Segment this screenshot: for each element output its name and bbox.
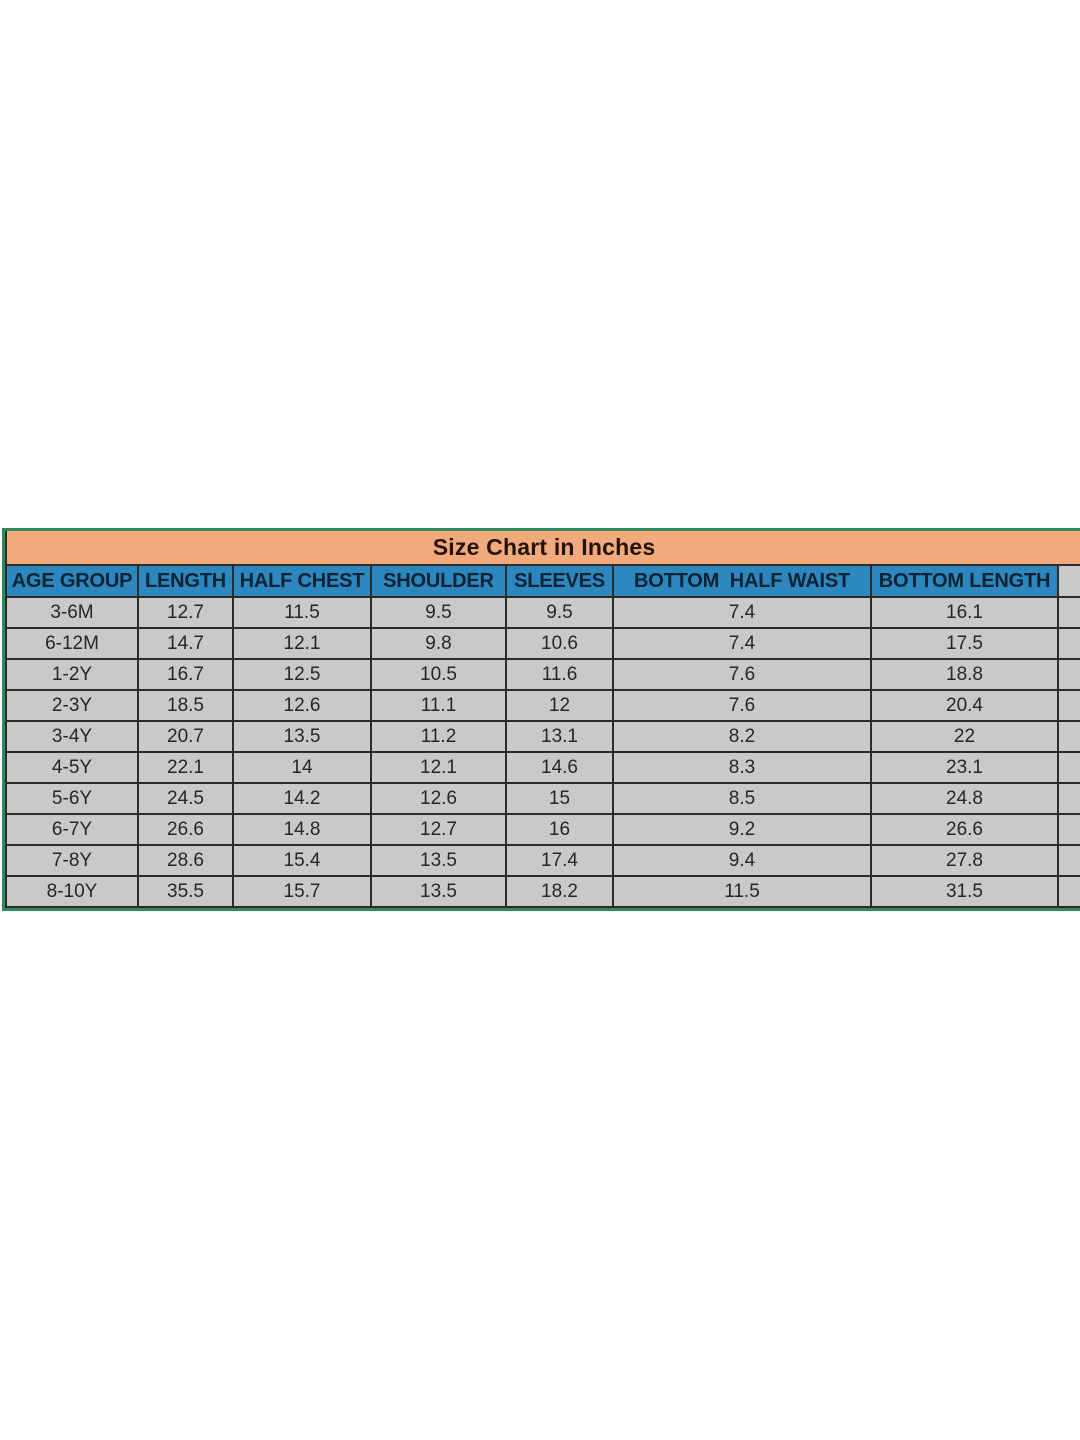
cell-cutoff-empty — [1058, 752, 1080, 783]
cell-cutoff-empty — [1058, 783, 1080, 814]
table-row — [6, 721, 1080, 752]
table-cell: 12.7 — [138, 597, 233, 628]
table-cell: 9.5 — [371, 597, 506, 628]
column-header-half-chest: HALF CHEST — [233, 565, 371, 597]
table-cell: 11.5 — [613, 876, 871, 907]
cell-age-group: 5-6Y — [6, 783, 138, 814]
table-cell: 23.1 — [871, 752, 1058, 783]
table-cell: 15.7 — [233, 876, 371, 907]
table-cell: 10.5 — [371, 659, 506, 690]
table-cell: 18.8 — [871, 659, 1058, 690]
table-row — [6, 752, 1080, 783]
table-cell: 12.6 — [371, 783, 506, 814]
table-cell: 15 — [506, 783, 613, 814]
table-cell: 20.7 — [138, 721, 233, 752]
cell-age-group: 1-2Y — [6, 659, 138, 690]
table-cell: 26.6 — [871, 814, 1058, 845]
table-cell: 11.5 — [233, 597, 371, 628]
table-cell: 14.6 — [506, 752, 613, 783]
cell-cutoff-empty — [1058, 628, 1080, 659]
table-cell: 9.2 — [613, 814, 871, 845]
cell-age-group: 3-4Y — [6, 721, 138, 752]
table-cell: 13.5 — [233, 721, 371, 752]
cell-cutoff-empty — [1058, 845, 1080, 876]
table-cell: 13.1 — [506, 721, 613, 752]
table-cell: 24.5 — [138, 783, 233, 814]
table-cell: 28.6 — [138, 845, 233, 876]
table-cell: 9.8 — [371, 628, 506, 659]
cell-age-group: 8-10Y — [6, 876, 138, 907]
table-row — [6, 876, 1080, 907]
table-cell: 15.4 — [233, 845, 371, 876]
table-cell: 18.2 — [506, 876, 613, 907]
table-cell: 22.1 — [138, 752, 233, 783]
table-cell: 13.5 — [371, 845, 506, 876]
column-header-length: LENGTH — [138, 565, 233, 597]
table-row — [6, 597, 1080, 628]
table-cell: 16.1 — [871, 597, 1058, 628]
table-cell: 8.5 — [613, 783, 871, 814]
column-header-bottom-length: BOTTOM LENGTH — [871, 565, 1058, 597]
table-cell: 17.5 — [871, 628, 1058, 659]
table-cell: 7.6 — [613, 690, 871, 721]
table-header-row — [6, 565, 1080, 597]
table-cell: 22 — [871, 721, 1058, 752]
size-table-body — [6, 597, 1080, 907]
cell-cutoff-empty — [1058, 690, 1080, 721]
table-cell: 11.2 — [371, 721, 506, 752]
table-cell: 14 — [233, 752, 371, 783]
table-title-row — [6, 531, 1080, 565]
table-cell: 7.4 — [613, 597, 871, 628]
cell-cutoff-empty — [1058, 597, 1080, 628]
table-cell: 7.4 — [613, 628, 871, 659]
size-chart-table — [5, 531, 1080, 908]
cell-age-group: 7-8Y — [6, 845, 138, 876]
table-cell: 20.4 — [871, 690, 1058, 721]
cell-age-group: 6-7Y — [6, 814, 138, 845]
table-cell: 26.6 — [138, 814, 233, 845]
table-cell: 11.6 — [506, 659, 613, 690]
table-cell: 7.6 — [613, 659, 871, 690]
table-row — [6, 690, 1080, 721]
table-cell: 31.5 — [871, 876, 1058, 907]
table-cell: 12.5 — [233, 659, 371, 690]
table-row — [6, 783, 1080, 814]
table-cell: 10.6 — [506, 628, 613, 659]
table-cell: 16.7 — [138, 659, 233, 690]
column-header-sleeves: SLEEVES — [506, 565, 613, 597]
column-header-shoulder: SHOULDER — [371, 565, 506, 597]
column-header-cutoff-empty — [1058, 565, 1080, 597]
table-cell: 12.7 — [371, 814, 506, 845]
table-cell: 35.5 — [138, 876, 233, 907]
table-cell: 9.5 — [506, 597, 613, 628]
cell-cutoff-empty — [1058, 721, 1080, 752]
table-title: Size Chart in Inches — [6, 531, 1080, 565]
cell-age-group: 6-12M — [6, 628, 138, 659]
cell-cutoff-empty — [1058, 659, 1080, 690]
table-cell: 24.8 — [871, 783, 1058, 814]
table-cell: 12.1 — [233, 628, 371, 659]
table-cell: 13.5 — [371, 876, 506, 907]
table-cell: 14.7 — [138, 628, 233, 659]
table-cell: 18.5 — [138, 690, 233, 721]
table-cell: 12.1 — [371, 752, 506, 783]
cell-age-group: 4-5Y — [6, 752, 138, 783]
table-cell: 9.4 — [613, 845, 871, 876]
column-header-age-group: AGE GROUP — [6, 565, 138, 597]
table-row — [6, 814, 1080, 845]
size-chart-table-container — [2, 528, 1080, 911]
table-cell: 11.1 — [371, 690, 506, 721]
table-cell: 14.8 — [233, 814, 371, 845]
cell-cutoff-empty — [1058, 814, 1080, 845]
table-cell: 12 — [506, 690, 613, 721]
table-row — [6, 628, 1080, 659]
table-row — [6, 845, 1080, 876]
table-row — [6, 659, 1080, 690]
table-cell: 14.2 — [233, 783, 371, 814]
table-cell: 17.4 — [506, 845, 613, 876]
table-cell: 12.6 — [233, 690, 371, 721]
table-cell: 16 — [506, 814, 613, 845]
cell-cutoff-empty — [1058, 876, 1080, 907]
table-cell: 27.8 — [871, 845, 1058, 876]
cell-age-group: 3-6M — [6, 597, 138, 628]
column-header-bottom-half-waist: BOTTOM HALF WAIST — [613, 565, 871, 597]
cell-age-group: 2-3Y — [6, 690, 138, 721]
table-cell: 8.2 — [613, 721, 871, 752]
table-cell: 8.3 — [613, 752, 871, 783]
